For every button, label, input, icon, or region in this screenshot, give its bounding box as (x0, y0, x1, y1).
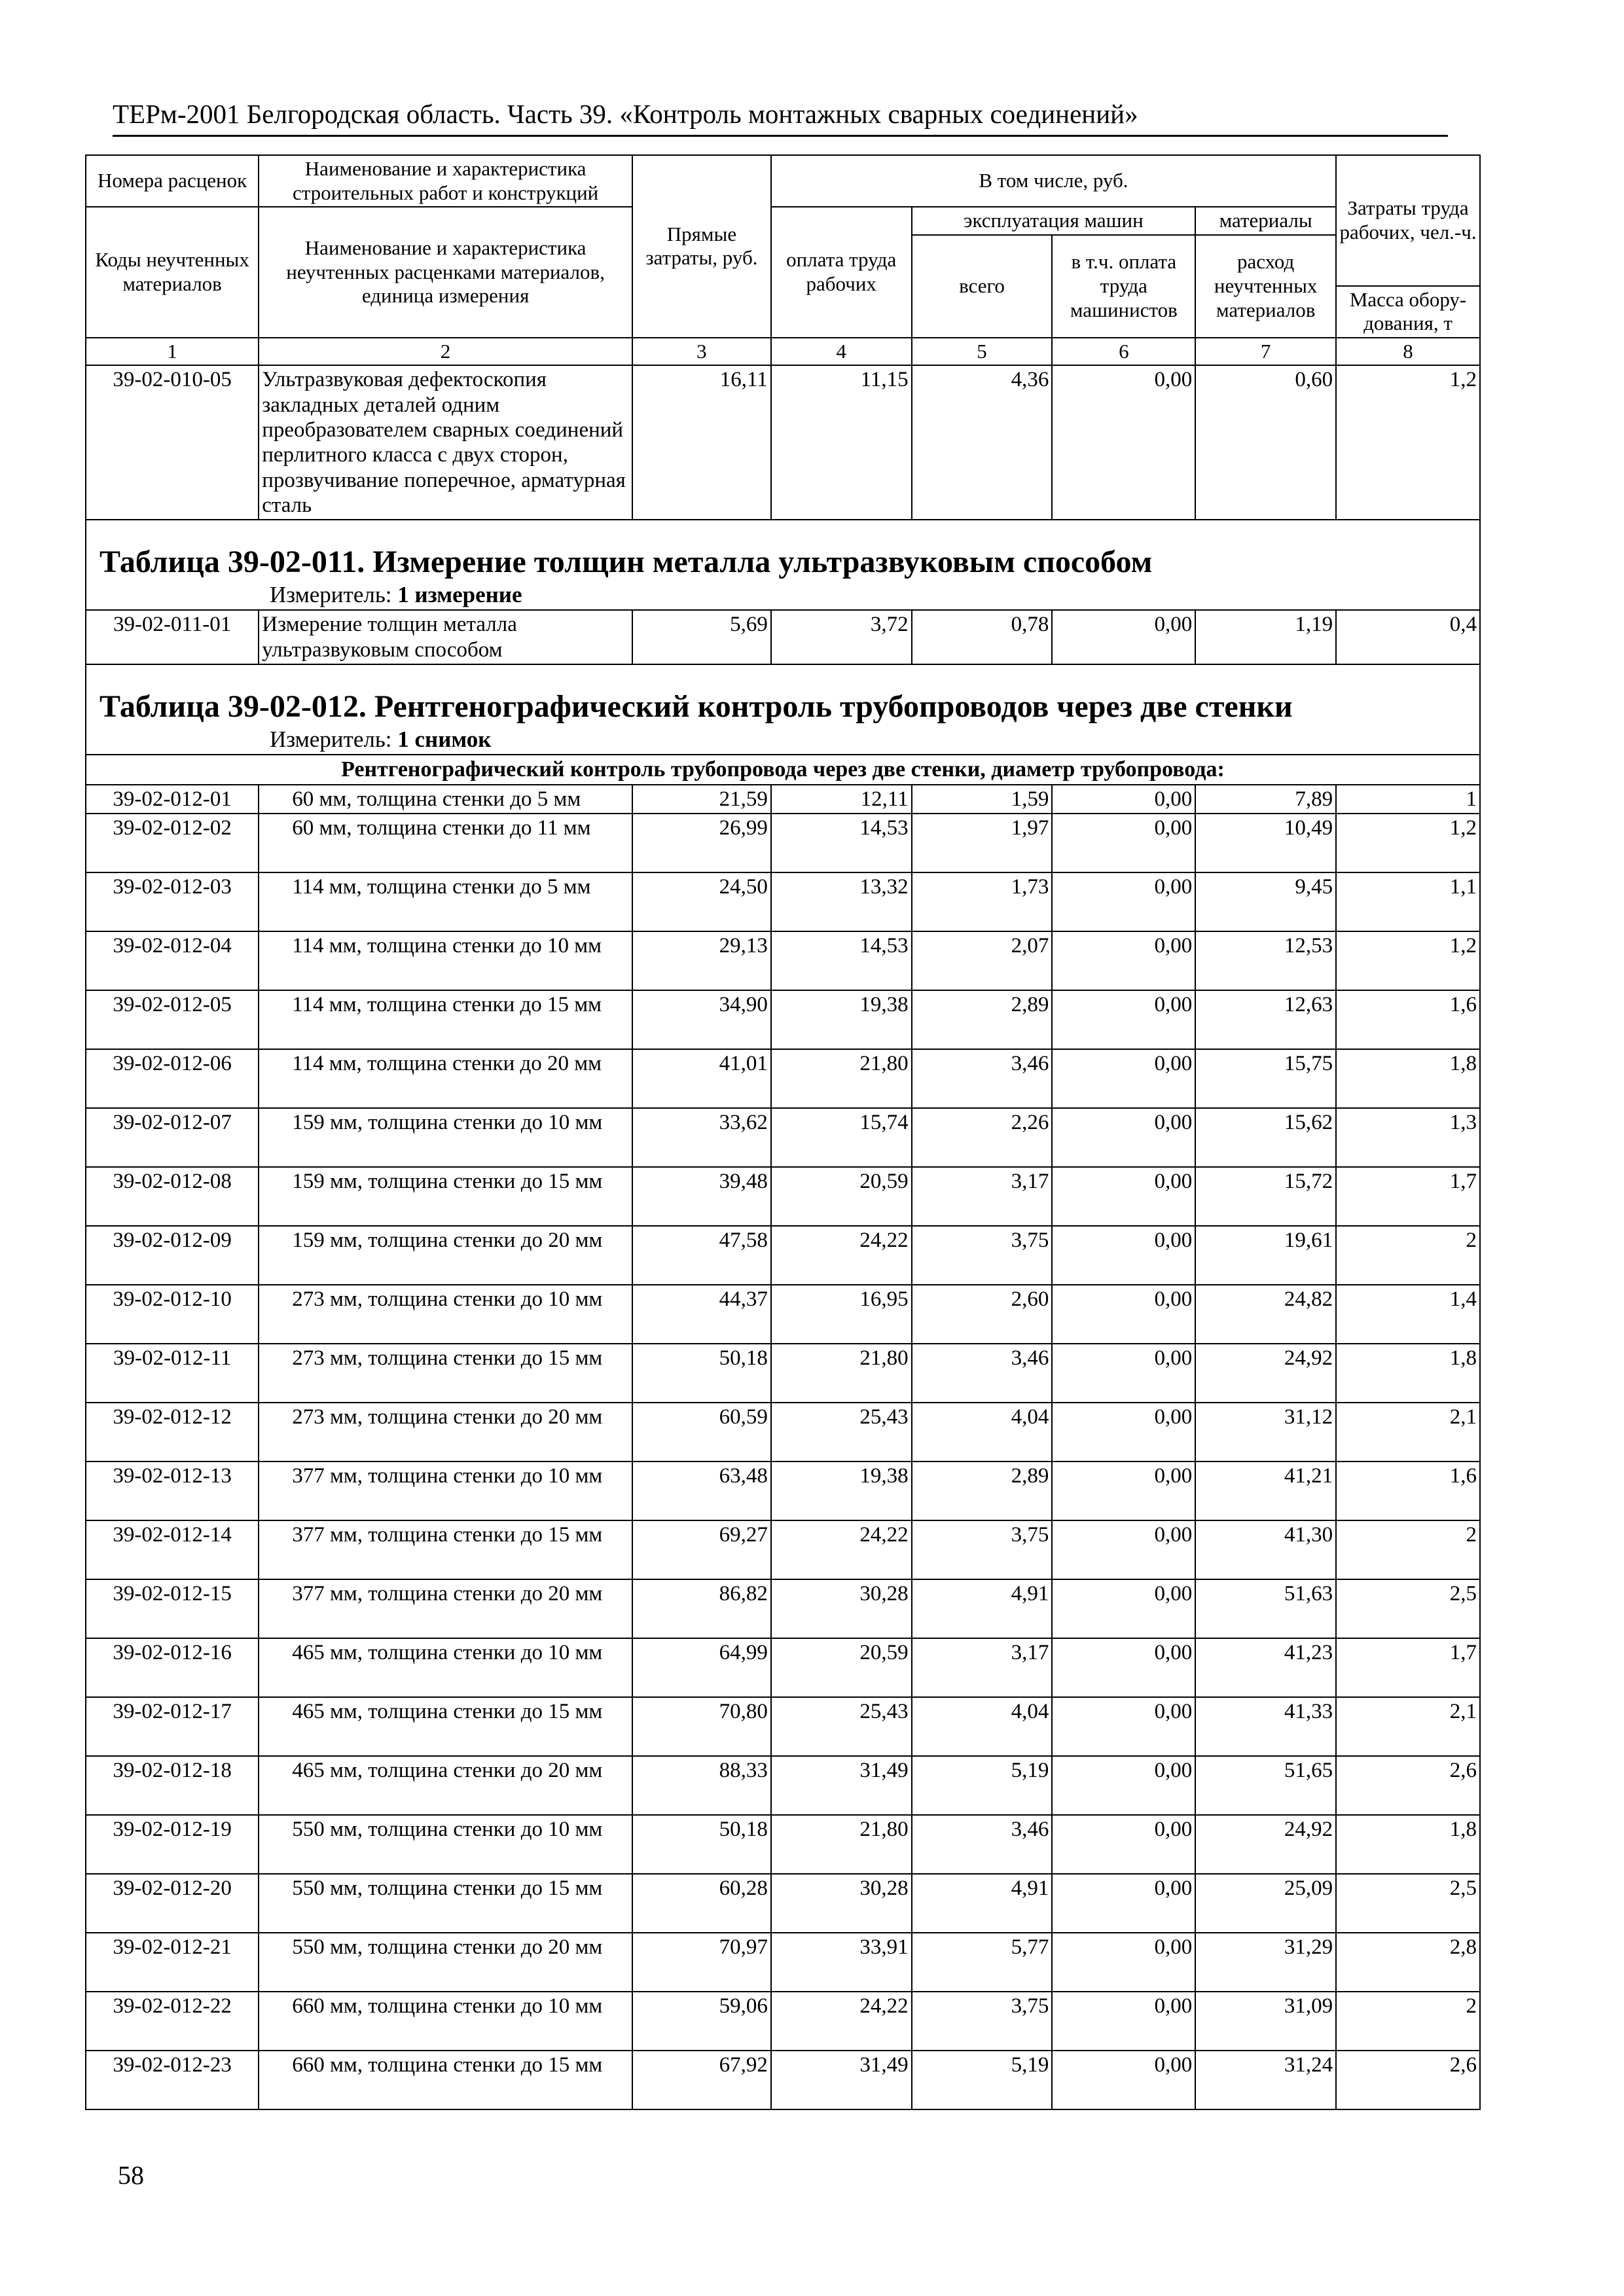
direct-costs: 50,18 (632, 1815, 771, 1874)
machines-total: 3,75 (912, 1992, 1053, 2051)
labor-costs: 1,8 (1336, 1344, 1480, 1403)
table-row (86, 872, 1480, 931)
materials: 24,92 (1195, 1344, 1336, 1403)
workers-pay: 31,49 (771, 2051, 912, 2109)
rate-code: 39-02-012-02 (86, 814, 259, 872)
machines-total: 4,04 (912, 1697, 1053, 1756)
rate-code: 39-02-012-18 (86, 1756, 259, 1815)
workers-pay: 14,53 (771, 814, 912, 872)
labor-costs: 1,2 (1336, 365, 1480, 520)
rate-name: 114 мм, толщина стенки до 10 мм (259, 931, 632, 990)
direct-costs: 21,59 (632, 785, 771, 814)
rate-name: 114 мм, толщина стенки до 20 мм (259, 1049, 632, 1108)
materials: 7,89 (1195, 785, 1336, 814)
rate-name: 550 мм, толщина стенки до 15 мм (259, 1874, 632, 1933)
machinists-pay: 0,00 (1052, 1108, 1195, 1167)
col-6-header: в т.ч. оплата труда машинистов (1052, 235, 1195, 338)
labor-costs: 1,6 (1336, 1462, 1480, 1520)
labor-costs: 1,7 (1336, 1167, 1480, 1226)
workers-pay: 19,38 (771, 990, 912, 1049)
materials: 31,24 (1195, 2051, 1336, 2109)
group-heading: Рентгенографический контроль трубопровода через две стенки, диаметр трубопровода: (86, 755, 1480, 784)
rate-name: 159 мм, толщина стенки до 10 мм (259, 1108, 632, 1167)
labor-costs: 2,1 (1336, 1403, 1480, 1462)
workers-pay: 24,22 (771, 1520, 912, 1579)
workers-pay: 15,74 (771, 1108, 912, 1167)
labor-costs: 2 (1336, 1520, 1480, 1579)
rate-name: 273 мм, толщина стенки до 20 мм (259, 1403, 632, 1462)
column-number: 7 (1195, 338, 1336, 366)
direct-costs: 60,59 (632, 1403, 771, 1462)
col-8-header: Затраты труда рабочих, чел.-ч. (1336, 155, 1480, 286)
labor-costs: 2 (1336, 1992, 1480, 2051)
machines-total: 2,89 (912, 1462, 1053, 1520)
labor-costs: 0,4 (1336, 610, 1480, 664)
table-row (86, 990, 1480, 1049)
rate-code: 39-02-012-19 (86, 1815, 259, 1874)
table-row (86, 1638, 1480, 1697)
direct-costs: 69,27 (632, 1520, 771, 1579)
rate-name: 159 мм, толщина стенки до 15 мм (259, 1167, 632, 1226)
rate-code: 39-02-012-23 (86, 2051, 259, 2109)
direct-costs: 50,18 (632, 1344, 771, 1403)
labor-costs: 1,6 (1336, 990, 1480, 1049)
rate-code: 39-02-012-21 (86, 1933, 259, 1992)
labor-costs: 1,7 (1336, 1638, 1480, 1697)
machines-total: 1,97 (912, 814, 1053, 872)
direct-costs: 33,62 (632, 1108, 771, 1167)
materials: 25,09 (1195, 1874, 1336, 1933)
col-2-header: Наименование и характеристика строительных работ и конструкций (259, 155, 632, 207)
column-number: 3 (632, 338, 771, 366)
machinists-pay: 0,00 (1052, 1403, 1195, 1462)
rate-name: 550 мм, толщина стенки до 10 мм (259, 1815, 632, 1874)
measure-value: 1 измерение (397, 581, 522, 607)
col-2-subheader: Наименование и характеристика неучтенных расценками материалов, единица измерения (259, 207, 632, 338)
machines-total: 3,46 (912, 1344, 1053, 1403)
table-row (86, 1815, 1480, 1874)
table-row (86, 1579, 1480, 1638)
rate-code: 39-02-012-11 (86, 1344, 259, 1403)
materials: 24,82 (1195, 1285, 1336, 1344)
labor-costs: 1,2 (1336, 814, 1480, 872)
rate-name: 159 мм, толщина стенки до 20 мм (259, 1226, 632, 1285)
workers-pay: 21,80 (771, 1049, 912, 1108)
rate-name: 60 мм, толщина стенки до 5 мм (259, 785, 632, 814)
workers-pay: 20,59 (771, 1167, 912, 1226)
table-row (86, 1167, 1480, 1226)
machinists-pay: 0,00 (1052, 1462, 1195, 1520)
workers-pay: 12,11 (771, 785, 912, 814)
materials: 31,09 (1195, 1992, 1336, 2051)
machines-total: 3,46 (912, 1815, 1053, 1874)
machinists-pay: 0,00 (1052, 785, 1195, 814)
workers-pay: 21,80 (771, 1344, 912, 1403)
rate-code: 39-02-012-05 (86, 990, 259, 1049)
column-number: 2 (259, 338, 632, 366)
machines-total: 2,07 (912, 931, 1053, 990)
table-row (86, 2051, 1480, 2109)
workers-pay: 20,59 (771, 1638, 912, 1697)
direct-costs: 64,99 (632, 1638, 771, 1697)
column-number: 8 (1336, 338, 1480, 366)
col-4-header: оплата труда рабочих (771, 207, 912, 338)
direct-costs: 59,06 (632, 1992, 771, 2051)
col-5-header: всего (912, 235, 1053, 338)
labor-costs: 2,6 (1336, 1756, 1480, 1815)
col-1-subheader: Коды неучтенных материалов (86, 207, 259, 338)
table-row (86, 1992, 1480, 2051)
materials: 9,45 (1195, 872, 1336, 931)
machines-total: 5,77 (912, 1933, 1053, 1992)
rate-name: 273 мм, толщина стенки до 15 мм (259, 1344, 632, 1403)
labor-costs: 1 (1336, 785, 1480, 814)
machinists-pay: 0,00 (1052, 872, 1195, 931)
workers-pay: 31,49 (771, 1756, 912, 1815)
table-row (86, 1697, 1480, 1756)
rate-code: 39-02-012-03 (86, 872, 259, 931)
workers-pay: 25,43 (771, 1697, 912, 1756)
machinists-pay: 0,00 (1052, 1815, 1195, 1874)
machines-total: 5,19 (912, 1756, 1053, 1815)
machinists-pay: 0,00 (1052, 1756, 1195, 1815)
rate-name: 465 мм, толщина стенки до 15 мм (259, 1697, 632, 1756)
measure-value: 1 снимок (397, 726, 492, 752)
labor-costs: 1,8 (1336, 1815, 1480, 1874)
machinists-pay: 0,00 (1052, 1520, 1195, 1579)
table-row (86, 1226, 1480, 1285)
materials: 31,12 (1195, 1403, 1336, 1462)
rate-name: 377 мм, толщина стенки до 15 мм (259, 1520, 632, 1579)
materials: 15,72 (1195, 1167, 1336, 1226)
workers-pay: 21,80 (771, 1815, 912, 1874)
table-row (86, 785, 1480, 814)
machines-total: 4,91 (912, 1874, 1053, 1933)
rate-code: 39-02-012-13 (86, 1462, 259, 1520)
labor-costs: 1,4 (1336, 1285, 1480, 1344)
machinists-pay: 0,00 (1052, 1226, 1195, 1285)
labor-costs: 2 (1336, 1226, 1480, 1285)
materials: 41,30 (1195, 1520, 1336, 1579)
direct-costs: 88,33 (632, 1756, 771, 1815)
machinists-pay: 0,00 (1052, 931, 1195, 990)
col-1-header: Номера расценок (86, 155, 259, 207)
rate-name: Измерение толщин металла ультразвуковым способом (259, 610, 632, 664)
table-row (86, 365, 1480, 520)
table-row (86, 1874, 1480, 1933)
workers-pay: 3,72 (771, 610, 912, 664)
rate-name: 273 мм, толщина стенки до 10 мм (259, 1285, 632, 1344)
machines-total: 3,17 (912, 1167, 1053, 1226)
table-header (86, 155, 1480, 365)
machines-total: 3,75 (912, 1520, 1053, 1579)
machinists-pay: 0,00 (1052, 1874, 1195, 1933)
rate-code: 39-02-012-06 (86, 1049, 259, 1108)
rate-name: 377 мм, толщина стенки до 20 мм (259, 1579, 632, 1638)
group-header-materials: материалы (1195, 207, 1336, 235)
materials: 41,23 (1195, 1638, 1336, 1697)
column-number: 1 (86, 338, 259, 366)
machines-total: 2,60 (912, 1285, 1053, 1344)
workers-pay: 14,53 (771, 931, 912, 990)
machines-total: 2,89 (912, 990, 1053, 1049)
rate-code: 39-02-012-09 (86, 1226, 259, 1285)
rate-code: 39-02-012-15 (86, 1579, 259, 1638)
table-row (86, 1344, 1480, 1403)
measure-line (86, 581, 1480, 611)
machinists-pay: 0,00 (1052, 2051, 1195, 2109)
rate-code: 39-02-012-14 (86, 1520, 259, 1579)
machines-total: 2,26 (912, 1108, 1053, 1167)
labor-costs: 2,6 (1336, 2051, 1480, 2109)
column-number: 5 (912, 338, 1053, 366)
table-row (86, 1285, 1480, 1344)
direct-costs: 47,58 (632, 1226, 771, 1285)
rate-name: 465 мм, толщина стенки до 20 мм (259, 1756, 632, 1815)
materials: 15,75 (1195, 1049, 1336, 1108)
materials: 10,49 (1195, 814, 1336, 872)
machines-total: 3,75 (912, 1226, 1053, 1285)
labor-costs: 1,8 (1336, 1049, 1480, 1108)
machinists-pay: 0,00 (1052, 814, 1195, 872)
direct-costs: 70,97 (632, 1933, 771, 1992)
direct-costs: 24,50 (632, 872, 771, 931)
page-number: 58 (118, 2161, 144, 2190)
machinists-pay: 0,00 (1052, 1285, 1195, 1344)
rate-name: 550 мм, толщина стенки до 20 мм (259, 1933, 632, 1992)
rate-code: 39-02-012-12 (86, 1403, 259, 1462)
workers-pay: 13,32 (771, 872, 912, 931)
rate-name: 377 мм, толщина стенки до 10 мм (259, 1462, 632, 1520)
materials: 51,65 (1195, 1756, 1336, 1815)
rate-code: 39-02-012-16 (86, 1638, 259, 1697)
labor-costs: 2,8 (1336, 1933, 1480, 1992)
machines-total: 4,36 (912, 365, 1053, 520)
direct-costs: 16,11 (632, 365, 771, 520)
group-header-machines: эксплуатация машин (912, 207, 1196, 235)
machines-total: 3,17 (912, 1638, 1053, 1697)
labor-costs: 1,2 (1336, 931, 1480, 990)
materials: 19,61 (1195, 1226, 1336, 1285)
labor-costs: 1,1 (1336, 872, 1480, 931)
rate-code: 39-02-012-08 (86, 1167, 259, 1226)
rate-code: 39-02-012-04 (86, 931, 259, 990)
rate-name: 114 мм, толщина стенки до 15 мм (259, 990, 632, 1049)
rate-name: 660 мм, толщина стенки до 15 мм (259, 2051, 632, 2109)
direct-costs: 86,82 (632, 1579, 771, 1638)
col-3-header: Прямые затраты, руб. (632, 155, 771, 338)
table-row (86, 931, 1480, 990)
rate-code: 39-02-012-07 (86, 1108, 259, 1167)
workers-pay: 11,15 (771, 365, 912, 520)
direct-costs: 70,80 (632, 1697, 771, 1756)
direct-costs: 39,48 (632, 1167, 771, 1226)
workers-pay: 24,22 (771, 1992, 912, 2051)
workers-pay: 19,38 (771, 1462, 912, 1520)
machines-total: 1,59 (912, 785, 1053, 814)
table-row (86, 610, 1480, 664)
machinists-pay: 0,00 (1052, 365, 1195, 520)
measure-label: Измеритель: (270, 581, 398, 607)
group-header-incl: В том числе, руб. (771, 155, 1336, 207)
direct-costs: 44,37 (632, 1285, 771, 1344)
labor-costs: 2,5 (1336, 1579, 1480, 1638)
materials: 31,29 (1195, 1933, 1336, 1992)
col-7-header: расход неучтенных материалов (1195, 235, 1336, 338)
rate-name: Ультразвуковая дефектоскопия закладных деталей одним преобразователем сварных соединений перлитного класса с двух сторон, прозвучивание поперечное, арматурная сталь (259, 365, 632, 520)
direct-costs: 67,92 (632, 2051, 771, 2109)
rate-code: 39-02-012-20 (86, 1874, 259, 1933)
materials: 24,92 (1195, 1815, 1336, 1874)
machinists-pay: 0,00 (1052, 1933, 1195, 1992)
column-number: 4 (771, 338, 912, 366)
machines-total: 0,78 (912, 610, 1053, 664)
page-header: ТЕРм-2001 Белгородская область. Часть 39. «Контроль монтажных сварных соединений» (113, 98, 1448, 137)
column-numbers-row (86, 338, 1480, 366)
table-row (86, 1403, 1480, 1462)
rate-name: 660 мм, толщина стенки до 10 мм (259, 1992, 632, 2051)
materials: 12,63 (1195, 990, 1336, 1049)
measure-line (86, 725, 1480, 755)
rate-code: 39-02-011-01 (86, 610, 259, 664)
workers-pay: 33,91 (771, 1933, 912, 1992)
machinists-pay: 0,00 (1052, 990, 1195, 1049)
rate-code: 39-02-012-22 (86, 1992, 259, 2051)
direct-costs: 29,13 (632, 931, 771, 990)
workers-pay: 25,43 (771, 1403, 912, 1462)
machines-total: 5,19 (912, 2051, 1053, 2109)
table-row (86, 1756, 1480, 1815)
machines-total: 4,04 (912, 1403, 1053, 1462)
machinists-pay: 0,00 (1052, 1167, 1195, 1226)
table-row (86, 814, 1480, 872)
workers-pay: 24,22 (771, 1226, 912, 1285)
machines-total: 4,91 (912, 1579, 1053, 1638)
machinists-pay: 0,00 (1052, 1049, 1195, 1108)
machinists-pay: 0,00 (1052, 610, 1195, 664)
table-row (86, 1049, 1480, 1108)
machinists-pay: 0,00 (1052, 1638, 1195, 1697)
machinists-pay: 0,00 (1052, 1579, 1195, 1638)
table-title: Таблица 39-02-012. Рентгенографический контроль трубопроводов через две стенки (99, 689, 1293, 724)
table-row (86, 1933, 1480, 1992)
table-row (86, 1108, 1480, 1167)
direct-costs: 5,69 (632, 610, 771, 664)
materials: 41,33 (1195, 1697, 1336, 1756)
materials: 0,60 (1195, 365, 1336, 520)
materials: 51,63 (1195, 1579, 1336, 1638)
machines-total: 1,73 (912, 872, 1053, 931)
direct-costs: 63,48 (632, 1462, 771, 1520)
materials: 1,19 (1195, 610, 1336, 664)
labor-costs: 1,3 (1336, 1108, 1480, 1167)
machinists-pay: 0,00 (1052, 1992, 1195, 2051)
materials: 41,21 (1195, 1462, 1336, 1520)
rate-name: 60 мм, толщина стенки до 11 мм (259, 814, 632, 872)
direct-costs: 26,99 (632, 814, 771, 872)
rate-code: 39-02-012-17 (86, 1697, 259, 1756)
workers-pay: 16,95 (771, 1285, 912, 1344)
rate-code: 39-02-012-01 (86, 785, 259, 814)
rate-code: 39-02-012-10 (86, 1285, 259, 1344)
machines-total: 3,46 (912, 1049, 1053, 1108)
table-title: Таблица 39-02-011. Измерение толщин металла ультразвуковым способом (99, 545, 1153, 580)
column-number: 6 (1052, 338, 1195, 366)
table-row (86, 1520, 1480, 1579)
table-row (86, 1462, 1480, 1520)
materials: 12,53 (1195, 931, 1336, 990)
col-8-subheader: Масса обору-дования, т (1336, 286, 1480, 338)
measure-label: Измеритель: (270, 726, 398, 752)
rate-name: 114 мм, толщина стенки до 5 мм (259, 872, 632, 931)
rate-name: 465 мм, толщина стенки до 10 мм (259, 1638, 632, 1697)
machinists-pay: 0,00 (1052, 1344, 1195, 1403)
workers-pay: 30,28 (771, 1579, 912, 1638)
direct-costs: 34,90 (632, 990, 771, 1049)
workers-pay: 30,28 (771, 1874, 912, 1933)
labor-costs: 2,1 (1336, 1697, 1480, 1756)
rate-code: 39-02-010-05 (86, 365, 259, 520)
machinists-pay: 0,00 (1052, 1697, 1195, 1756)
materials: 15,62 (1195, 1108, 1336, 1167)
direct-costs: 41,01 (632, 1049, 771, 1108)
rates-table (85, 154, 1481, 2110)
direct-costs: 60,28 (632, 1874, 771, 1933)
labor-costs: 2,5 (1336, 1874, 1480, 1933)
